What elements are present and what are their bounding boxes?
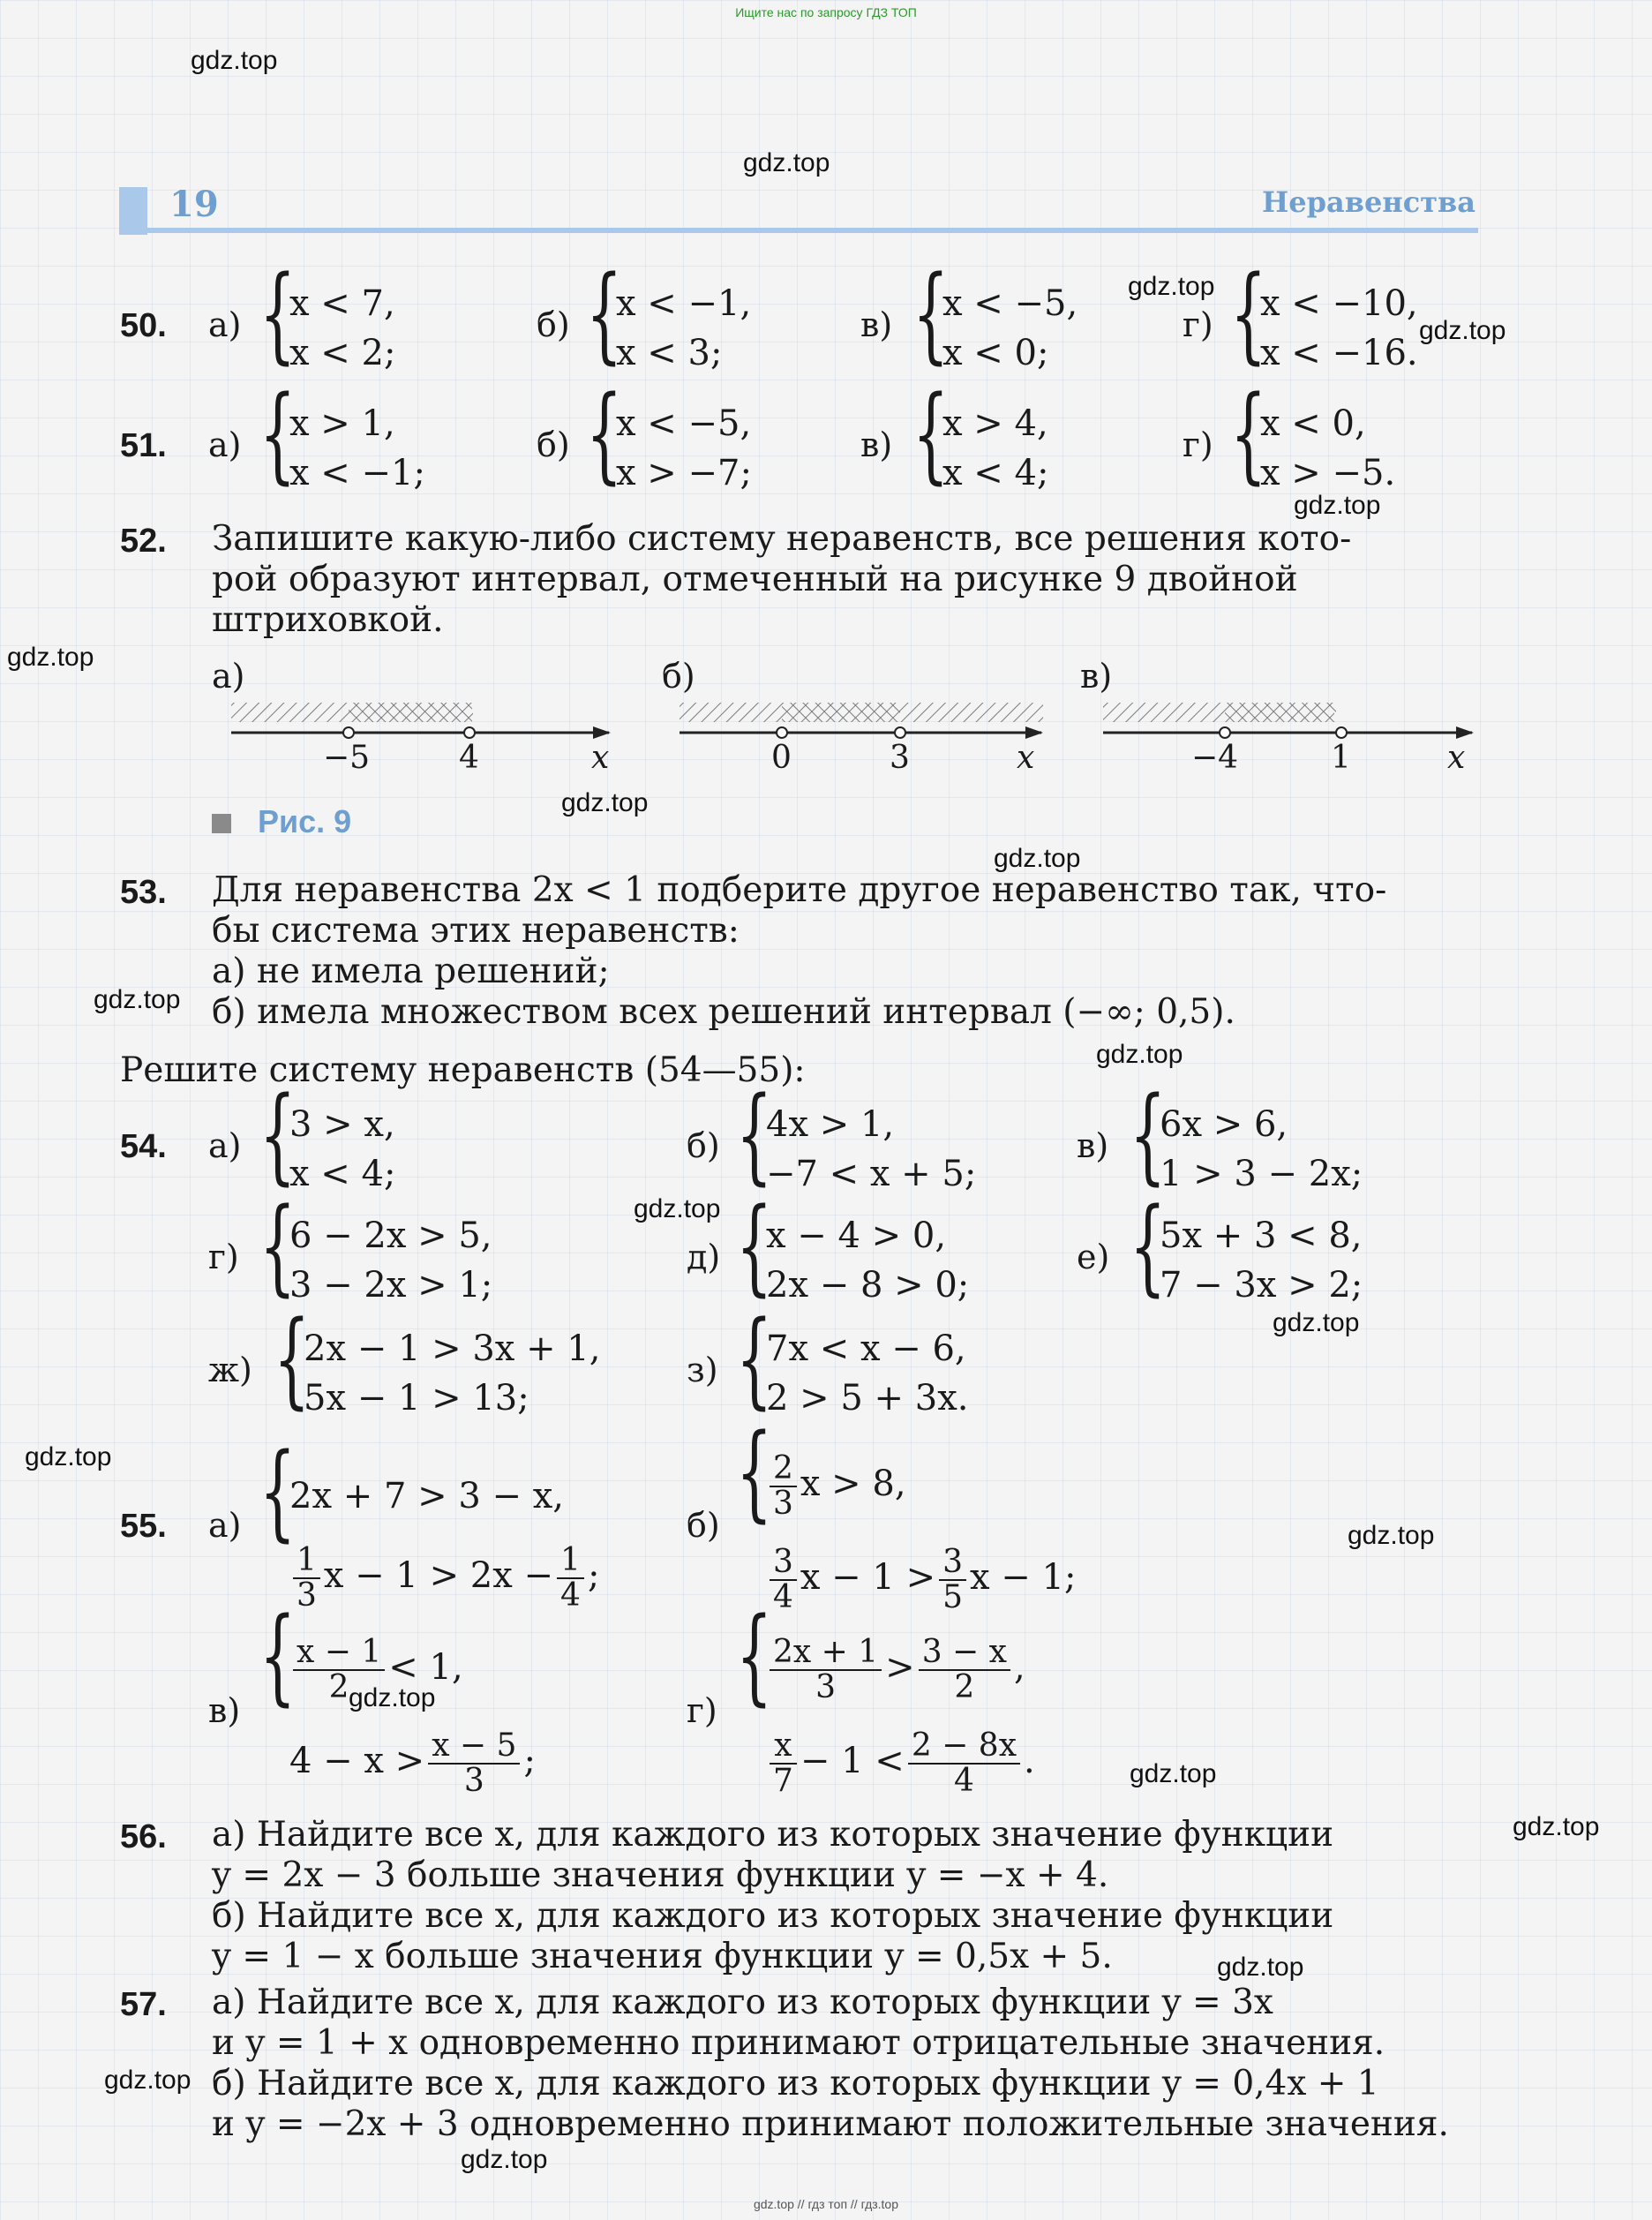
inequality-system: { 7x < x − 6, 2 > 5 + 3x. <box>741 1324 969 1423</box>
item-label: а) <box>208 425 242 464</box>
figure-label: в) <box>1080 657 1113 696</box>
item-label: г) <box>1183 425 1213 464</box>
problem-number: 54. <box>120 1128 167 1165</box>
item-label: б) <box>537 305 570 344</box>
watermark: gdz.top <box>1513 1812 1600 1841</box>
inequality-system: { 5x + 3 < 8, 7 − 3x > 2; <box>1135 1211 1363 1310</box>
item-label: в) <box>860 305 893 344</box>
watermark: gdz.top <box>1128 272 1215 301</box>
figure-caption: Рис. 9 <box>258 803 352 839</box>
watermark: gdz.top <box>561 788 649 817</box>
inequality-system: { $\frac{2}{3}$ x > 8, $\frac{3}{4}$ x − 1 > $\frac{3}{5}$ x − 1; <box>741 1437 1076 1624</box>
tick-label: x <box>591 740 610 776</box>
item-label: а) <box>208 1126 242 1165</box>
open-point <box>895 727 905 738</box>
item-label: а) <box>208 305 242 344</box>
watermark: gdz.top <box>349 1683 436 1712</box>
inequality-system: { x < −5, x > −7; <box>591 399 752 498</box>
problem-number: 53. <box>120 874 167 911</box>
tick-label: 0 <box>771 740 792 776</box>
section-heading: Решите систему неравенств (54—55): <box>120 1050 806 1090</box>
watermark: gdz.top <box>994 844 1081 873</box>
inequality-system: { 2x + 7 > 3 − x, $\frac{1}{3}$ x − 1 > 2x − $\frac{1}{4}$ ; <box>265 1456 599 1615</box>
search-hint: Ищите нас по запросу ГДЗ ТОП <box>735 5 917 19</box>
caption-marker <box>212 814 231 833</box>
problem-text: Запишите какую-либо систему неравенств, все решения кото- рой образуют интервал, отмеченный на рисунке 9 двойной штриховкой. <box>212 519 1352 640</box>
inequality-system: { $\frac{2x + 1}{3}$ > $\frac{3 - x}{2}$ , $\frac{x}{7}$ − 1 < $\frac{2 - 8x}{4}$ . <box>741 1621 1035 1808</box>
watermark: gdz.top <box>7 643 94 672</box>
item-label: а) <box>208 1506 242 1545</box>
tick-label: 3 <box>890 740 910 776</box>
item-label: б) <box>537 425 570 464</box>
inequality-system: { 4x > 1, −7 < x + 5; <box>741 1100 976 1199</box>
watermark: gdz.top <box>1348 1521 1435 1550</box>
figure-label: б) <box>662 657 695 696</box>
axis-arrow <box>593 726 611 739</box>
axis-arrow <box>1025 726 1043 739</box>
watermark: gdz.top <box>191 46 278 75</box>
problem-number: 52. <box>120 523 167 560</box>
tick-label: x <box>1447 740 1466 776</box>
item-label: г) <box>208 1238 239 1276</box>
tick-label: x <box>1017 740 1035 776</box>
watermark: gdz.top <box>743 148 830 177</box>
watermark: gdz.top <box>25 1442 112 1471</box>
watermark: gdz.top <box>1273 1308 1360 1337</box>
problem-number: 55. <box>120 1508 167 1545</box>
inequality-system: { x < −1, x < 3; <box>591 279 751 378</box>
watermark: gdz.top <box>1419 316 1506 345</box>
item-label: з) <box>687 1351 718 1389</box>
open-point <box>464 727 475 738</box>
watermark: gdz.top <box>1130 1759 1217 1788</box>
footer-note: gdz.top // гдз топ // гдз.top <box>753 2197 899 2211</box>
tick-label: 4 <box>459 740 479 776</box>
tick-label: −4 <box>1191 740 1239 776</box>
hatch-region <box>782 703 900 722</box>
item-label: б) <box>687 1126 720 1165</box>
figure-label: а) <box>212 657 245 696</box>
inequality-system: { x < 7, x < 2; <box>265 279 395 378</box>
item-label: б) <box>687 1506 720 1545</box>
inequality-system: { x < 0, x > −5. <box>1235 399 1395 498</box>
item-label: д) <box>687 1238 721 1276</box>
inequality-system: { 6 − 2x > 5, 3 − 2x > 1; <box>265 1211 492 1310</box>
open-point <box>1220 727 1230 738</box>
item-label: в) <box>1077 1126 1109 1165</box>
watermark: gdz.top <box>1294 491 1381 520</box>
watermark: gdz.top <box>1096 1040 1183 1069</box>
hatch-region <box>1225 703 1336 722</box>
item-label: в) <box>208 1691 241 1730</box>
inequality-system: { x > 4, x < 4; <box>918 399 1048 498</box>
problem-text: а) Найдите все x, для каждого из которых значение функции y = 2x − 3 больше значения функции y = −x + 4. б) Найдите все x, для каждого из которых значение функции y = 1 − x больше значения функции y = 0,5x + 5. <box>212 1815 1334 1976</box>
problem-number: 50. <box>120 307 167 344</box>
watermark: gdz.top <box>461 2145 548 2174</box>
tick-label: 1 <box>1331 740 1351 776</box>
item-label: г) <box>1183 305 1213 344</box>
hatch-region <box>349 703 472 722</box>
axis-arrow <box>1456 726 1474 739</box>
problem-text: а) Найдите все x, для каждого из которых функции y = 3x и y = 1 + x одновременно принимают отрицательные значения. б) Найдите все x, для каждого из которых функции y = 0,4x + 1 и y = −2x + 3 одновременно принимают положительные значения. <box>212 1983 1449 2144</box>
inequality-system: { x − 4 > 0, 2x − 8 > 0; <box>741 1211 969 1310</box>
inequality-system: { $\frac{x - 1}{2}$ < 1, 4 − x > $\frac{x - 5}{3}$ ; <box>265 1621 536 1808</box>
inequality-system: { 6x > 6, 1 > 3 − 2x; <box>1135 1100 1363 1199</box>
inequality-system: { x > 1, x < −1; <box>265 399 425 498</box>
watermark: gdz.top <box>634 1194 721 1223</box>
problem-text: Для неравенства 2x < 1 подберите другое неравенство так, что- бы система этих неравенств: а) не имела решений; б) имела множеством всех решений интервал (−∞; 0,5). <box>212 870 1387 1032</box>
item-label: в) <box>860 425 893 464</box>
item-label: г) <box>687 1691 717 1730</box>
inequality-system: { 3 > x, x < 4; <box>265 1100 395 1199</box>
open-point <box>777 727 787 738</box>
problem-number: 56. <box>120 1818 167 1855</box>
open-point <box>343 727 354 738</box>
watermark: gdz.top <box>94 985 181 1014</box>
item-label: ж) <box>208 1351 252 1389</box>
watermark: gdz.top <box>1217 1953 1304 1982</box>
problem-number: 57. <box>120 1986 167 2023</box>
item-label: е) <box>1077 1238 1110 1276</box>
inequality-system: { x < −10, x < −16. <box>1235 279 1418 378</box>
section-title: Неравенства <box>1262 185 1476 219</box>
inequality-system: { x < −5, x < 0; <box>918 279 1078 378</box>
page-number: 19 <box>169 184 219 225</box>
tick-label: −5 <box>323 740 371 776</box>
open-point <box>1336 727 1347 738</box>
watermark: gdz.top <box>104 2066 191 2095</box>
inequality-system: { 2x − 1 > 3x + 1, 5x − 1 > 13; <box>279 1324 600 1423</box>
problem-number: 51. <box>120 427 167 464</box>
